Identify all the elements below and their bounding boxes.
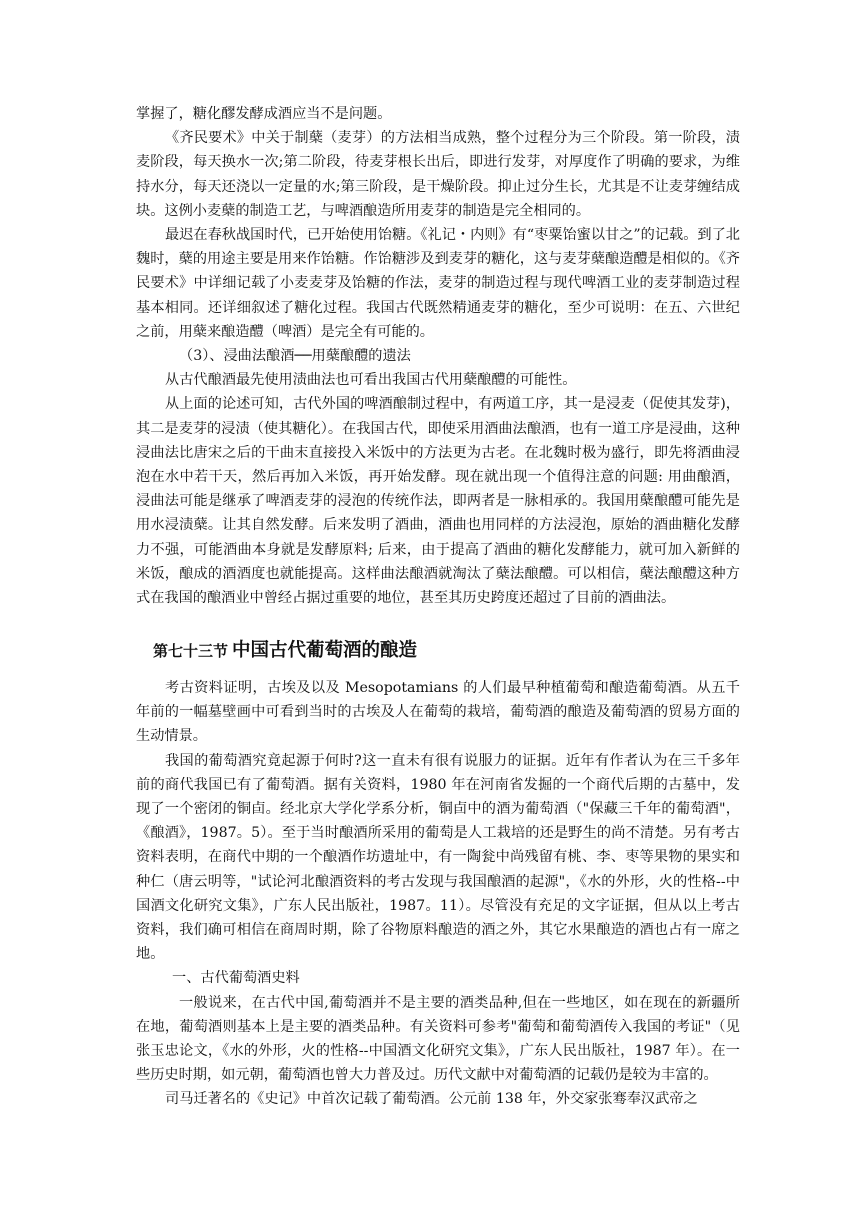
paragraph-steeping-intro: 从古代酿酒最先使用渍曲法也可看出我国古代用蘖酿醴的可能性。 bbox=[165, 372, 577, 389]
subsection-heading-history: 一、古代葡萄酒史料 bbox=[172, 970, 300, 987]
text-block-upper bbox=[136, 102, 740, 610]
paragraph-general: 一般说来，在古代中国,葡萄酒并不是主要的酒类品种,但在一些地区，如在现在的新疆所在地，葡萄酒则基本上是主要的酒类品种。有关资料可参考"葡萄和葡萄酒传入我国的考证"（见张玉忠论文，《水的外形，火的性格--中国酒文化研究文集》，广东人民出版社，1987 年）。在一些历史时期，如元朝，葡萄酒也曾大力普及过。历代文献中对葡萄酒的记载仍是较为丰富的。 bbox=[136, 994, 740, 1084]
paragraph-origin: 我国的葡萄酒究竟起源于何时?这一直未有很有说服力的证据。近年有作者认为在三千多年前的商代我国已有了葡萄酒。据有关资料，1980 年在河南省发掘的一个商代后期的古墓中，发现了一个密闭的铜卣。经北京大学化学系分析，铜卣中的酒为葡萄酒（"保藏三千年的葡萄酒"，《酿酒》，1987。5）。至于当时酿酒所采用的葡萄是人工栽培的还是野生的尚不清楚。另有考古资料表明，在商代中期的一个酿酒作坊遗址中，有一陶瓮中尚残留有桃、李、枣等果物的果实和种仁（唐云明等，"试论河北酿酒资料的考古发现与我国酿酒的起源"，《水的外形，火的性格--中国酒文化研究文集》，广东人民出版社，1987。11）。尽管没有充足的文字证据，但从以上考古资料，我们确可相信在商周时期，除了谷物原料酿造的酒之外，其它水果酿造的酒也占有一席之地。 bbox=[136, 752, 740, 963]
section-number: 第七十三节 bbox=[153, 642, 229, 660]
paragraph-steeping-detail: 从上面的论述可知，古代外国的啤酒酿制过程中，有两道工序，其一是浸麦（促使其发芽)，其二是麦芽的浸渍（使其糖化）。在我国古代，即使采用酒曲法酿酒，也有一道工序是浸曲，这种浸曲法比唐宋之后的干曲末直接投入米饭中的方法更为古老。在北魏时极为盛行，即先将酒曲浸泡在水中若干天，然后再加入米饭，再开始发酵。现在就出现一个值得注意的问题: 用曲酿酒，浸曲法可能是继承了啤酒麦芽的浸泡的传统作法，即两者是一脉相承的。我国用蘖酿醴可能先是用水浸渍蘖。让其自然发酵。后来发明了酒曲，酒曲也用同样的方法浸泡，原始的酒曲糖化发酵力不强，可能酒曲本身就是发酵原料; 后来，由于提高了酒曲的糖化发酵能力，就可加入新鲜的米饭，酿成的酒酒度也就能提高。这样曲法酿酒就淘汰了蘖法酿醴。可以相信，蘖法酿醴这种方式在我国的酿酒业中曾经占据过重要的地位，甚至其历史跨度还超过了目前的酒曲法。 bbox=[136, 396, 740, 607]
paragraph-malt-method: 《齐民要术》中关于制蘖（麦芽）的方法相当成熟，整个过程分为三个阶段。第一阶段，渍麦阶段，每天换水一次;第二阶段，待麦芽根长出后，即进行发芽，对厚度作了明确的要求，为维持水分，每天还浇以一定量的水;第三阶段，是干燥阶段。抑止过分生长，尤其是不让麦芽缠结成块。这例小麦蘖的制造工艺，与啤酒酿造所用麦芽的制造是完全相同的。 bbox=[136, 130, 740, 219]
paragraph-archaeology: 考古资料证明，古埃及以及 Mesopotamians 的人们最早种植葡萄和酿造葡萄酒。从五千年前的一幅墓壁画中可看到当时的古埃及人在葡萄的栽培，葡萄酒的酿造及葡萄酒的贸易方面的生动情景。 bbox=[136, 680, 740, 745]
section-heading bbox=[153, 636, 417, 662]
text-block-lower bbox=[136, 676, 740, 1112]
subsection-heading-steeping: （3）、浸曲法酿酒──用蘖酿醴的遗法 bbox=[179, 348, 411, 365]
paragraph-continuation: 掌握了，糖化醪发酵成酒应当不是问题。 bbox=[136, 106, 392, 122]
paragraph-shiji: 司马迁著名的《史记》中首次记载了葡萄酒。公元前 138 年，外交家张骞奉汉武帝之 bbox=[165, 1091, 698, 1108]
paragraph-maltose: 最迟在春秋战国时代，已开始使用饴糖。《礼记・内则》有“枣粟饴蜜以甘之”的记载。到了北魏时，蘖的用途主要是用来作饴糖。作饴糖涉及到麦芽的糖化，这与麦芽蘖酿造醴是相似的。《齐民要术》中详细记载了小麦麦芽及饴糖的作法，麦芽的制造过程与现代啤酒工业的麦芽制造过程基本相同。还详细叙述了糖化过程。我国古代既然精通麦芽的糖化，至少可说明：在五、六世纪之前，用蘖来酿造醴（啤酒）是完全有可能的。 bbox=[136, 227, 740, 340]
section-title: 中国古代葡萄酒的酿造 bbox=[232, 640, 418, 661]
